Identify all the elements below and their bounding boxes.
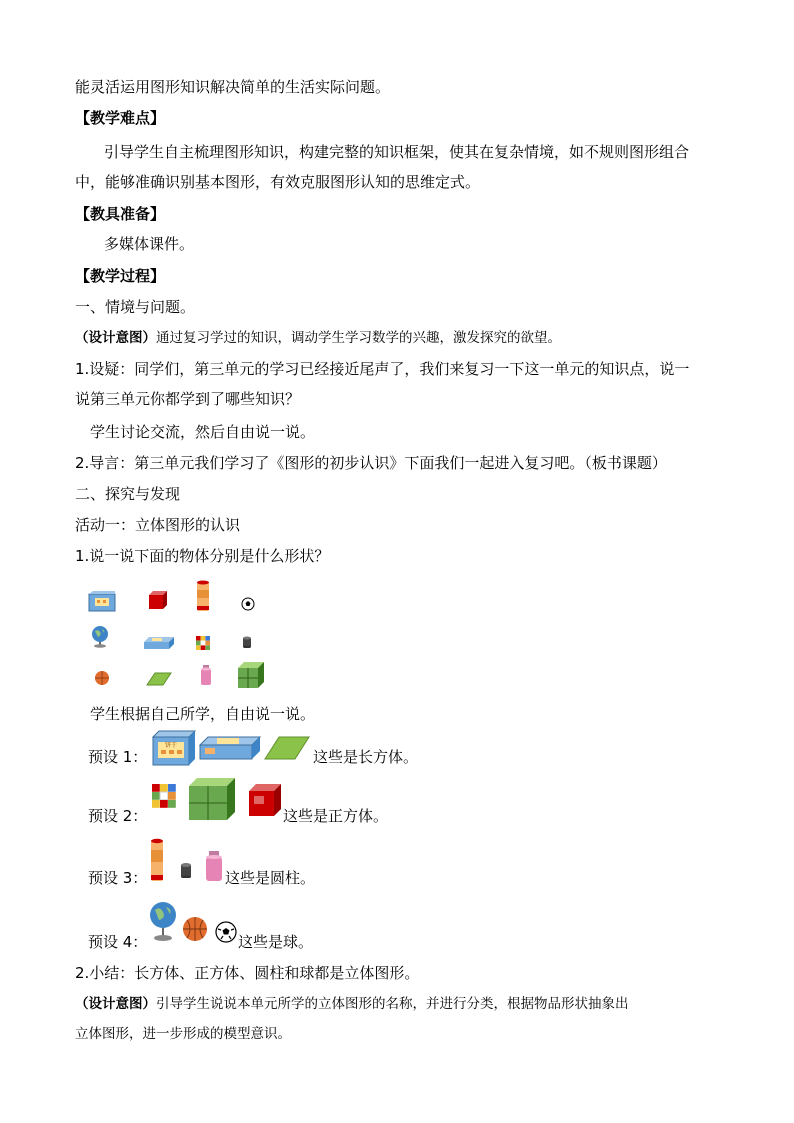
red-cube-large-icon [248,783,282,817]
preset-4-label: 预设 4： [88,933,148,951]
green-board-icon [146,672,172,686]
green-cube-icon [237,661,265,689]
preset-2-label: 预设 2： [88,807,148,825]
summary-line: 2.小结：长方体、正方体、圆柱和球都是立体图形。 [75,964,420,982]
intro-line: 能灵活运用图形知识解决简单的生活实际问题。 [75,78,391,96]
chip-can-icon [196,580,210,612]
design-intent-text: 通过复习学过的知识，调动学生学习数学的兴趣，激发探究的欲望。 [156,330,561,346]
dark-cylinder-icon [180,862,192,878]
heading-process: 【教学过程】 [75,267,166,285]
soccer-ball-icon [241,597,255,611]
basketball-icon [94,670,110,686]
soccer-ball-large-icon [215,921,237,943]
intro-talk-line: 2.导言：第三单元我们学习了《图形的初步认识》下面我们一起进入复习吧。（板书课题） [75,454,667,472]
biscuit-box-label: 饼干 [164,742,178,749]
preset-4-tail: 这些是球。 [238,933,314,951]
preset-3-tail: 这些是圆柱。 [225,869,316,887]
pink-cup-large-icon [204,850,224,882]
preset-2-tail: 这些是正方体。 [283,807,389,825]
globe-large-icon [147,900,179,942]
chip-can-large-icon [150,838,164,882]
preset-1-tail: 这些是长方体。 [313,748,419,766]
design-intent-2-text: 引导学生说说本单元所学的立体图形的名称，并进行分类，根据物品形状抽象出 [156,996,629,1012]
small-cylinder-icon [242,636,252,648]
rubiks-cube-large-icon [152,784,176,808]
students-say-line: 学生根据自己所学，自由说一说。 [90,705,316,723]
tools-line: 多媒体课件。 [104,235,195,253]
design-intent-2-cont: 立体图形，进一步形成的模型意识。 [75,1026,291,1042]
green-board-large-icon [264,736,310,760]
rubiks-cube-icon [196,636,210,650]
basketball-large-icon [182,916,208,942]
design-intent-label: （设计意图） [75,330,156,346]
flat-box-icon [143,636,175,650]
section-2-title: 二、探究与发现 [75,485,181,503]
pink-cup-icon [200,664,212,686]
design-intent-2 [75,993,724,1015]
design-intent-2-label: （设计意图） [75,996,156,1012]
preset-3-label: 预设 3： [88,869,148,887]
heading-tools: 【教具准备】 [75,205,166,223]
red-cube-icon [148,590,168,610]
question-line-2: 说第三单元你都学到了哪些知识？ [75,390,301,408]
flat-box-large-icon [199,736,261,760]
preset-1-label: 预设 1： [88,748,148,766]
design-intent-1 [75,327,724,349]
activity-question: 1.说一说下面的物体分别是什么形状？ [75,547,330,565]
heading-difficulty: 【教学难点】 [75,109,166,127]
activity-1-title: 活动一：立体图形的认识 [75,516,241,534]
biscuit-box-icon [88,590,116,612]
section-1-title: 一、情境与问题。 [75,298,196,316]
discussion-line: 学生讨论交流，然后自由说一说。 [90,423,316,441]
green-cabinet-icon [188,777,236,821]
question-line-1: 1.设疑：同学们，第三单元的学习已经接近尾声了，我们来复习一下这一单元的知识点，说一 [75,360,690,378]
difficulty-line-2: 中，能够准确识别基本图形，有效克服图形认知的思维定式。 [75,173,481,191]
globe-icon [89,624,111,648]
biscuit-box-large-icon [152,730,196,766]
difficulty-line-1: 引导学生自主梳理图形知识，构建完整的知识框架，使其在复杂情境，如不规则图形组合 [104,143,690,161]
